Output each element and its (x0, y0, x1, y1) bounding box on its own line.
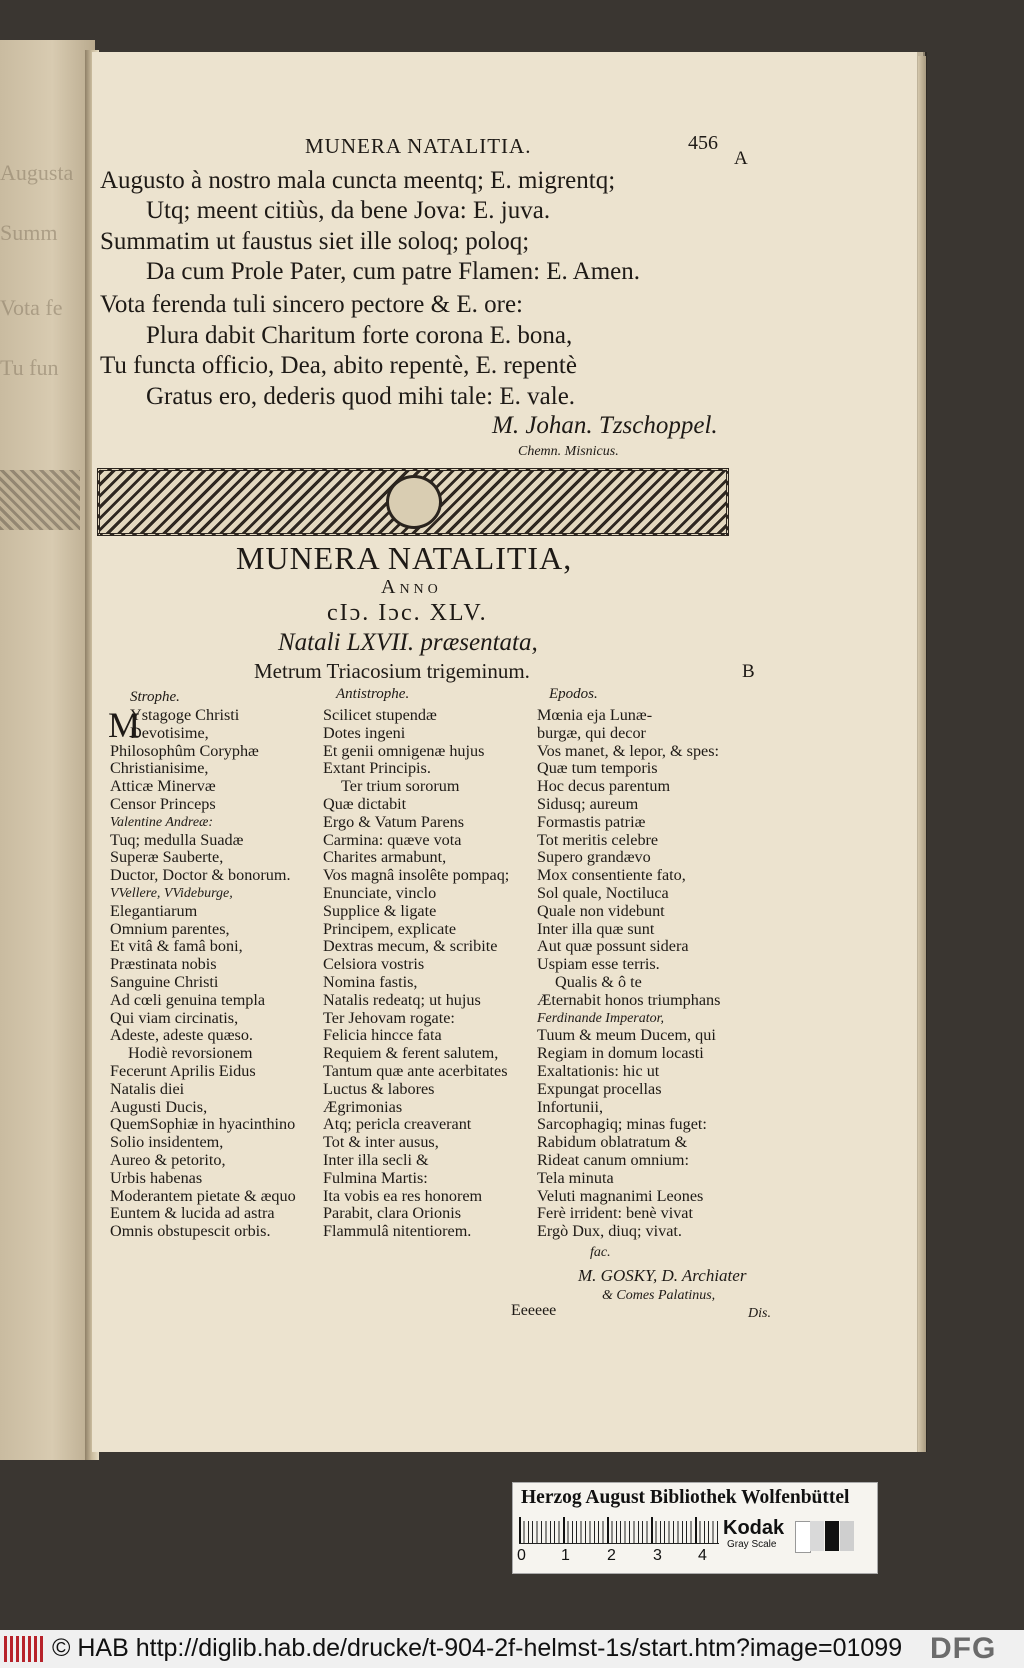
strophe-line: Censor Princeps (110, 794, 216, 813)
metrum-line: Metrum Triacosium trigeminum. (254, 659, 530, 683)
epodos-line: Qualis & ô te (555, 972, 642, 991)
strophe-initial: M (108, 705, 141, 745)
antistrophe-line: Extant Principis. (323, 759, 431, 778)
antistrophe-line: Flammulâ nitentiorem. (323, 1222, 472, 1241)
antistrophe-line: Supplice & ligate (323, 901, 437, 920)
epodos-line: Quæ tum temporis (537, 759, 658, 778)
antistrophe-line: Principem, explicate (323, 919, 457, 938)
gray-swatch (825, 1521, 839, 1551)
strophe-line: Atticæ Minervæ (110, 777, 216, 796)
verse-line: Augusto à nostro mala cuncta meentq; E. migrentq; (100, 167, 616, 194)
signature-mark: Eeeeee (511, 1302, 557, 1319)
strophe-heading: Strophe. (130, 689, 180, 705)
adjacent-left-page (0, 40, 95, 1460)
epodos-line: Expungat procellas (537, 1079, 662, 1098)
mask-ornament-icon (386, 475, 442, 529)
gray-swatch (795, 1521, 811, 1553)
section-title: MUNERA NATALITIA, (236, 540, 573, 576)
anno-label: Anno (381, 576, 442, 598)
antistrophe-line: Ergo & Vatum Parens (323, 812, 465, 831)
epodos-line: Tot meritis celebre (537, 830, 659, 849)
ruler-number: 4 (698, 1547, 707, 1564)
epodos-line: Rideat canum omnium: (537, 1150, 689, 1169)
antistrophe-column (323, 707, 509, 1241)
signature-tzschoppel-origin: Chemn. Misnicus. (518, 444, 619, 459)
strophe-line: Sanguine Christi (110, 972, 219, 991)
verse-line: Vota ferenda tuli sincero pectore & E. ore: (100, 291, 523, 318)
left-page-bleed-text: Summ (0, 220, 58, 245)
epodos-line: Ergò Dux, diuq; vivat. (537, 1222, 682, 1241)
epodos-line: Hoc decus parentum (537, 777, 671, 796)
left-page-bleed-text: Tu fun (0, 355, 59, 380)
epodos-line: Infortunii, (537, 1097, 604, 1116)
strophe-line: Valentine Andreæ: (110, 814, 214, 830)
epodos-line: Sidusq; aureum (537, 794, 639, 813)
antistrophe-line: Luctus & labores (323, 1079, 435, 1098)
gray-scale-label: Gray Scale (727, 1539, 777, 1550)
strophe-line: Qui viam circinatis, (110, 1008, 239, 1027)
natali-line: Natali LXVII. præsentata, (278, 629, 538, 656)
ruler-number: 0 (517, 1547, 526, 1564)
antistrophe-line: Dotes ingeni (323, 723, 406, 742)
gray-swatch (840, 1521, 854, 1551)
viewer-footer (0, 1630, 1024, 1668)
strophe-line: Ductor, Doctor & bonorum. (110, 866, 291, 885)
antistrophe-line: Felicia hincce fata (323, 1026, 442, 1045)
epodos-line: Vos manet, & lepor, & spes: (537, 741, 720, 760)
kodak-logo: Kodak (723, 1517, 785, 1539)
antistrophe-line: Charites armabunt, (323, 848, 447, 867)
strophe-line: Fecerunt Aprilis Eidus (110, 1061, 256, 1080)
dfg-logo: DFG (930, 1632, 997, 1665)
running-head: MUNERA NATALITIA. (305, 134, 532, 158)
epodos-line: Mœnia eja Lunæ- (537, 706, 653, 724)
epodos-line: Quale non videbunt (537, 901, 665, 920)
antistrophe-line: Tantum quæ ante acerbitates (323, 1061, 508, 1080)
epodos-line: Sol quale, Noctiluca (537, 883, 669, 902)
strophe-column (110, 707, 296, 1241)
antistrophe-line: Tot & inter ausus, (323, 1133, 439, 1152)
antistrophe-line: Dextras mecum, & scribite (323, 937, 498, 956)
antistrophe-line: Parabit, clara Orionis (323, 1204, 461, 1223)
antistrophe-heading: Antistrophe. (336, 686, 410, 702)
signature-gosky: M. GOSKY, D. Archiater (578, 1266, 747, 1285)
hab-logo-icon (4, 1636, 44, 1662)
epodos-line: Ferdinande Imperator, (537, 1010, 665, 1026)
strophe-line: Ystagoge Christi (130, 706, 240, 724)
epodos-line: Tela minuta (537, 1168, 614, 1187)
epodos-line: Tuum & meum Ducem, qui (537, 1026, 716, 1045)
epodos-heading: Epodos. (549, 686, 598, 702)
signature-gosky-title: & Comes Palatinus, (602, 1288, 716, 1303)
year-numeral: cIɔ. Iɔc. XLV. (327, 600, 488, 626)
fac-label: fac. (590, 1245, 611, 1260)
antistrophe-line: Ita vobis ea res honorem (323, 1186, 483, 1205)
left-page-ornament (0, 470, 80, 530)
verse-line: Gratus ero, dederis quod mihi tale: E. vale. (146, 383, 576, 410)
verse-line: Da cum Prole Pater, cum patre Flamen: E. Amen. (146, 258, 641, 285)
strophe-line: Aureo & petorito, (110, 1150, 226, 1169)
left-page-bleed-text: Augusta (0, 160, 74, 185)
antistrophe-line: Nomina fastis, (323, 972, 418, 991)
strophe-line: Christianisime, (110, 759, 209, 778)
ornamental-headpiece (97, 468, 729, 536)
epodos-line: Rabidum oblatratum & (537, 1133, 688, 1152)
page-edge (918, 56, 926, 1452)
antistrophe-line: Natalis redeatq; ut hujus (323, 990, 481, 1009)
epodos-line: Supero grandævo (537, 848, 651, 867)
ruler-major-ticks (519, 1517, 719, 1543)
strophe-line: Philosophûm Coryphæ (110, 741, 259, 760)
epodos-line: Regiam in domum locasti (537, 1044, 704, 1063)
antistrophe-line: Vos magnâ insolête pompaq; (323, 866, 510, 885)
strophe-line: Tuq; medulla Suadæ (110, 830, 244, 849)
antistrophe-line: Celsiora vostris (323, 955, 425, 974)
strophe-line: Omnis obstupescit orbis. (110, 1222, 271, 1241)
strophe-line: Devotisime, (130, 723, 209, 742)
strophe-line: Augusti Ducis, (110, 1097, 208, 1116)
verse-line: Utq; meent citiùs, da bene Jova: E. juva. (146, 197, 551, 224)
antistrophe-line: Atq; pericla creaverant (323, 1115, 472, 1134)
epodos-line: Sarcophagiq; minas fuget: (537, 1115, 707, 1134)
epodos-line: burgæ, qui decor (537, 723, 646, 742)
margin-mark-b: B (742, 661, 755, 682)
epodos-line: Formastis patriæ (537, 812, 646, 831)
antistrophe-line: Carmina: quæve vota (323, 830, 462, 849)
ruler-number: 1 (561, 1547, 570, 1564)
gray-swatch (810, 1521, 824, 1551)
signature-tzschoppel: M. Johan. Tzschoppel. (492, 412, 718, 439)
source-url[interactable]: © HAB http://diglib.hab.de/drucke/t-904-2f-helmst-1s/start.htm?image=01099 (52, 1634, 903, 1662)
page-number: 456 (688, 132, 718, 154)
strophe-line: Omnium parentes, (110, 919, 230, 938)
strophe-line: Et vitâ & famâ boni, (110, 937, 243, 956)
epodos-line: Æternabit honos triumphans (537, 990, 721, 1009)
epodos-line: Uspiam esse terris. (537, 955, 660, 974)
strophe-line: Solio insidentem, (110, 1133, 224, 1152)
epodos-line: Aut quæ possunt sidera (537, 937, 689, 956)
antistrophe-line: Inter illa secli & (323, 1150, 429, 1169)
epodos-line: Veluti magnanimi Leones (537, 1186, 704, 1205)
strophe-line: Hodiè revorsionem (128, 1044, 253, 1063)
antistrophe-line: Requiem & ferent salutem, (323, 1044, 499, 1063)
epodos-column (537, 707, 720, 1241)
strophe-line: Moderantem pietate & æquo (110, 1186, 296, 1205)
strophe-line: Adeste, adeste quæso. (110, 1026, 253, 1045)
antistrophe-line: Ægrimonias (323, 1097, 403, 1116)
strophe-line: Præstinata nobis (110, 955, 217, 974)
strophe-line: QuemSophiæ in hyacinthino (110, 1115, 296, 1134)
library-name: Herzog August Bibliothek Wolfenbüttel (521, 1487, 850, 1508)
ruler-number: 3 (653, 1547, 662, 1564)
antistrophe-line: Enunciate, vinclo (323, 883, 437, 902)
verse-line: Summatim ut faustus siet ille soloq; poloq; (100, 228, 530, 255)
strophe-line: Elegantiarum (110, 901, 198, 920)
epodos-line: Exaltationis: hic ut (537, 1061, 660, 1080)
antistrophe-line: Scilicet stupendæ (323, 706, 437, 724)
margin-mark-a: A (734, 148, 748, 169)
strophe-line: VVellere, VVideburge, (110, 885, 233, 901)
antistrophe-line: Fulmina Martis: (323, 1168, 428, 1187)
catchword: Dis. (748, 1306, 771, 1321)
verse-line: Tu functa officio, Dea, abito repentè, E. repentè (100, 352, 577, 379)
verse-line: Plura dabit Charitum forte corona E. bona, (146, 322, 573, 349)
strophe-line: Superæ Sauberte, (110, 848, 224, 867)
antistrophe-line: Quæ dictabit (323, 794, 407, 813)
strophe-line: Ad cœli genuina templa (110, 990, 266, 1009)
strophe-line: Urbis habenas (110, 1168, 203, 1187)
strophe-line: Euntem & lucida ad astra (110, 1204, 275, 1223)
library-calibration-card (512, 1482, 878, 1574)
ruler-number: 2 (607, 1547, 616, 1564)
epodos-line: Ferè irrident: benè vivat (537, 1204, 693, 1223)
antistrophe-line: Ter Jehovam rogate: (323, 1008, 455, 1027)
strophe-line: Natalis diei (110, 1079, 185, 1098)
antistrophe-line: Et genii omnigenæ hujus (323, 741, 485, 760)
epodos-line: Inter illa quæ sunt (537, 919, 655, 938)
epodos-line: Mox consentiente fato, (537, 866, 686, 885)
antistrophe-line: Ter trium sororum (341, 777, 460, 796)
left-page-bleed-text: Vota fe (0, 295, 63, 320)
